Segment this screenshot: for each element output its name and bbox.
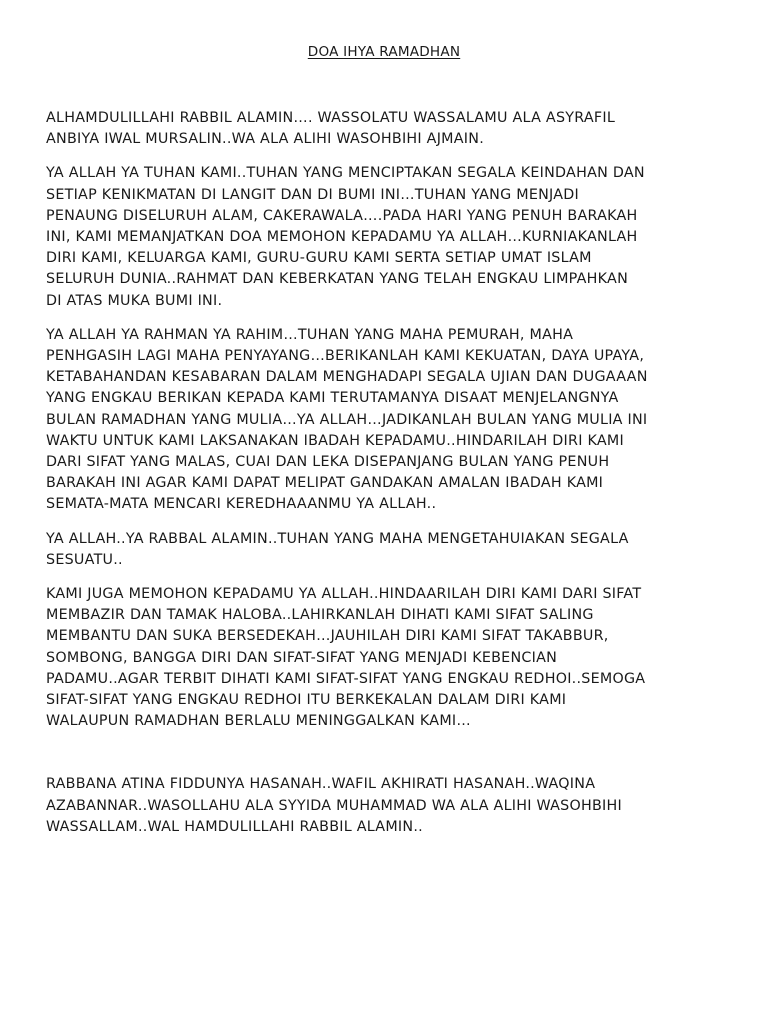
- paragraph-4: [46, 529, 736, 571]
- text-line: WASSALLAM..WAL HAMDULILLAHI RABBIL ALAMIN..: [46, 818, 423, 835]
- text-line: DARI SIFAT YANG MALAS, CUAI DAN LEKA DISEPANJANG BULAN YANG PENUH: [46, 454, 610, 471]
- document-body: [46, 108, 736, 851]
- text-line: DIRI KAMI, KELUARGA KAMI, GURU-GURU KAMI SERTA SETIAP UMAT ISLAM: [46, 250, 592, 267]
- text-line: WALAUPUN RAMADHAN BERLALU MENINGGALKAN KAMI…: [46, 713, 471, 730]
- text-line: SOMBONG, BANGGA DIRI DAN SIFAT-SIFAT YANG MENJADI KEBENCIAN: [46, 649, 558, 666]
- text-line: PENAUNG DISELURUH ALAM, CAKERAWALA….PADA HARI YANG PENUH BARAKAH: [46, 207, 638, 224]
- text-line: YANG ENGKAU BERIKAN KEPADA KAMI TERUTAMANYA DISAAT MENJELANGNYA: [46, 390, 619, 407]
- text-line: YA ALLAH..YA RABBAL ALAMIN..TUHAN YANG MAHA MENGETAHUIAKAN SEGALA: [46, 530, 629, 547]
- paragraph-3: [46, 325, 736, 516]
- document-title-text: DOA IHYA RAMADHAN: [307, 44, 461, 60]
- text-line: ALHAMDULILLAHI RABBIL ALAMIN…. WASSOLATU WASSALAMU ALA ASYRAFIL: [46, 110, 616, 126]
- text-line: SEMATA-MATA MENCARI KEREDHAAANMU YA ALLAH..: [46, 496, 437, 513]
- paragraph-closing: [46, 774, 736, 838]
- text-line: INI, KAMI MEMANJATKAN DOA MEMOHON KEPADAMU YA ALLAH…KURNIAKANLAH: [46, 229, 638, 246]
- text-line: SETIAP KENIKMATAN DI LANGIT DAN DI BUMI INI…TUHAN YANG MENJADI: [46, 186, 580, 203]
- text-line: BARAKAH INI AGAR KAMI DAPAT MELIPAT GANDAKAN AMALAN IBADAH KAMI: [46, 475, 604, 492]
- paragraph-2: [46, 163, 736, 311]
- text-line: YA ALLAH YA RAHMAN YA RAHIM…TUHAN YANG MAHA PEMURAH, MAHA: [46, 326, 574, 343]
- text-line: MEMBAZIR DAN TAMAK HALOBA..LAHIRKANLAH DIHATI KAMI SIFAT SALING: [46, 607, 594, 624]
- text-line: DI ATAS MUKA BUMI INI.: [46, 292, 223, 309]
- text-line: AZABANNAR..WASOLLAHU ALA SYYIDA MUHAMMAD WA ALA ALIHI WASOHBIHI: [46, 797, 622, 814]
- text-line: SESUATU..: [46, 551, 123, 568]
- text-line: WAKTU UNTUK KAMI LAKSANAKAN IBADAH KEPADAMU..HINDARILAH DIRI KAMI: [46, 432, 624, 449]
- text-line: YA ALLAH YA TUHAN KAMI..TUHAN YANG MENCIPTAKAN SEGALA KEINDAHAN DAN: [46, 165, 645, 182]
- text-line: KAMI JUGA MEMOHON KEPADAMU YA ALLAH..HINDAARILAH DIRI KAMI DARI SIFAT: [46, 586, 642, 603]
- text-line: PADAMU..AGAR TERBIT DIHATI KAMI SIFAT-SIFAT YANG ENGKAU REDHOI..SEMOGA: [46, 670, 646, 687]
- text-line: BULAN RAMADHAN YANG MULIA…YA ALLAH…JADIKANLAH BULAN YANG MULIA INI: [46, 411, 648, 428]
- text-line: RABBANA ATINA FIDDUNYA HASANAH..WAFIL AKHIRATI HASANAH..WAQINA: [46, 776, 596, 793]
- text-line: KETABAHANDAN KESABARAN DALAM MENGHADAPI SEGALA UJIAN DAN DUGAAAN: [46, 369, 648, 386]
- text-line: PENHGASIH LAGI MAHA PENYAYANG…BERIKANLAH KAMI KEKUATAN, DAYA UPAYA,: [46, 348, 645, 365]
- paragraph-5: [46, 584, 736, 732]
- document-title: [0, 42, 768, 62]
- paragraph-opening: [46, 108, 736, 150]
- text-line: MEMBANTU DAN SUKA BERSEDEKAH…JAUHILAH DIRI KAMI SIFAT TAKABBUR,: [46, 628, 609, 645]
- text-line: SELURUH DUNIA..RAHMAT DAN KEBERKATAN YANG TELAH ENGKAU LIMPAHKAN: [46, 271, 629, 288]
- text-line: ANBIYA IWAL MURSALIN..WA ALA ALIHI WASOHBIHI AJMAIN.: [46, 131, 484, 148]
- text-line: SIFAT-SIFAT YANG ENGKAU REDHOI ITU BERKEKALAN DALAM DIRI KAMI: [46, 692, 567, 709]
